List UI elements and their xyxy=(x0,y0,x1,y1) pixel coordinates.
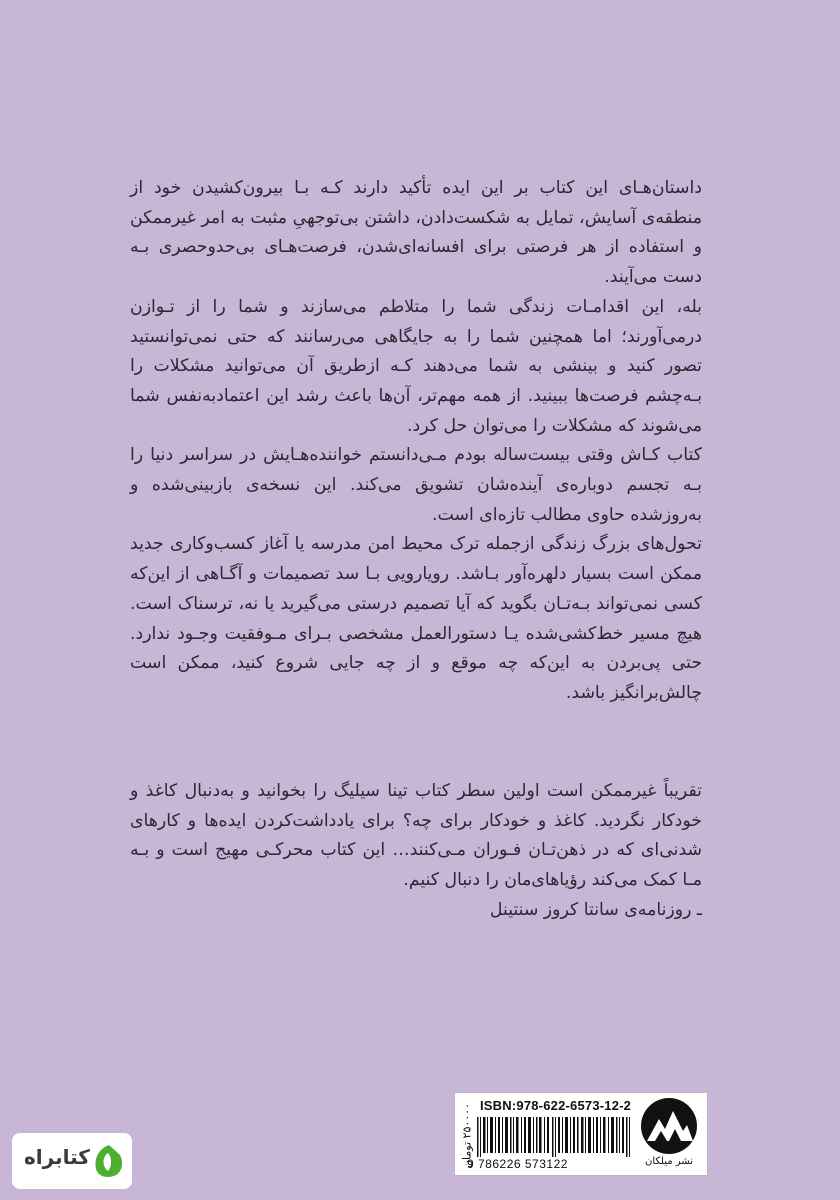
barcode-digits: 9 786226 573122 xyxy=(467,1157,568,1171)
paragraph-3: کتاب کـاش وقتی بیست‌ساله بودم مـی‌دانستم خواننده‌هـایش در سراسر دنیا را بـه تجسم دوباره‌ی آینده‌شان تشویق می‌کند. این نسخه‌ی بازبینی‌شده و به‌روزشده حاوی مطالب تازه‌ای است. xyxy=(130,445,702,525)
quote-source: ـ روزنامه‌ی سانتا کروز سنتینل xyxy=(489,899,702,920)
isbn-barcode-box xyxy=(454,1092,708,1176)
paragraph-4: تحول‌های بزرگ زندگی ازجمله ترک محیط امن مدرسه یا آغاز کسب‌وکاری جدید ممکن است بسیار دلهره‌آور بـاشد. رویارویی بـا سد تصمیمات و آگـاهی از این‌که کسی نمی‌تواند بـه‌تـان بگوید که آیا تصمیم درستی می‌گیرید یا نه، ترسناک است. هیچ مسیر خط‌کشی‌شده یـا دستورالعمل مشخصی بـرای مـوفقیت وجـود ندارد. حتی پی‌بردن به این‌که چه موقع و از چه جایی شروع کنید، ممکن است چالش‌برانگیز باشد. xyxy=(130,534,702,703)
description-text xyxy=(130,174,702,709)
publisher-name: نشر میلکان xyxy=(645,1156,693,1167)
ketabrah-watermark xyxy=(12,1133,132,1189)
ketabrah-logo-icon xyxy=(92,1141,126,1181)
paragraph-1: داستان‌هـای این کتاب بر این ایده تأکید دارند کـه بـا بیرون‌کشیدن خود از منطقه‌ی آسایش، تمایل به شکست‌دادن، داشتن بی‌توجهیِ مثبت به امر غیرممکن و استفاده از هر فرصتی برای افسانه‌ای‌شدن، فرصت‌هـای بی‌حدوحصری بـه دست می‌آیند. xyxy=(130,178,702,288)
quote-text: تقریباً غیرممکن است اولین سطر کتاب تینا سیلیگ را بخوانید و به‌دنبال کاغذ و خودکار نگردید. کاغذ و خودکار برای چه؟ برای یادداشت‌کردن ایده‌ها و کارهای شدنی‌ای که در ذهن‌تـان فـوران مـی‌کنند… این کتاب محرکـی مهیج است و بـه مـا کمک می‌کند رؤیاهای‌مان را دنبال کنیم. xyxy=(130,781,702,891)
barcode-icon xyxy=(477,1117,637,1157)
watermark-text: کتابراه xyxy=(24,1145,90,1169)
publisher-logo-icon xyxy=(639,1097,699,1155)
isbn-label: ISBN:978-622-6573-12-2 xyxy=(480,1098,632,1113)
paragraph-2: بله، این اقدامـات زندگی شما را متلاطم می‌سازند و شما را از تـوازن درمی‌آورند؛ اما همچنین شما را به جایگاهی می‌رسانند که حتی نمی‌توانستید تصور کنید و بینشی به شما می‌دهند کـه ازطریق آن می‌توانید مشکلات را بـه‌چشم فرصت‌ها ببینید. از همه مهم‌تر، آن‌ها باعث رشد این اعتمادبه‌نفس شما می‌شوند که مشکلات را می‌توان حل کرد. xyxy=(130,296,702,436)
review-quote xyxy=(130,777,702,926)
price-label: ۲۵۰۰۰۰ تومان xyxy=(460,1103,474,1169)
